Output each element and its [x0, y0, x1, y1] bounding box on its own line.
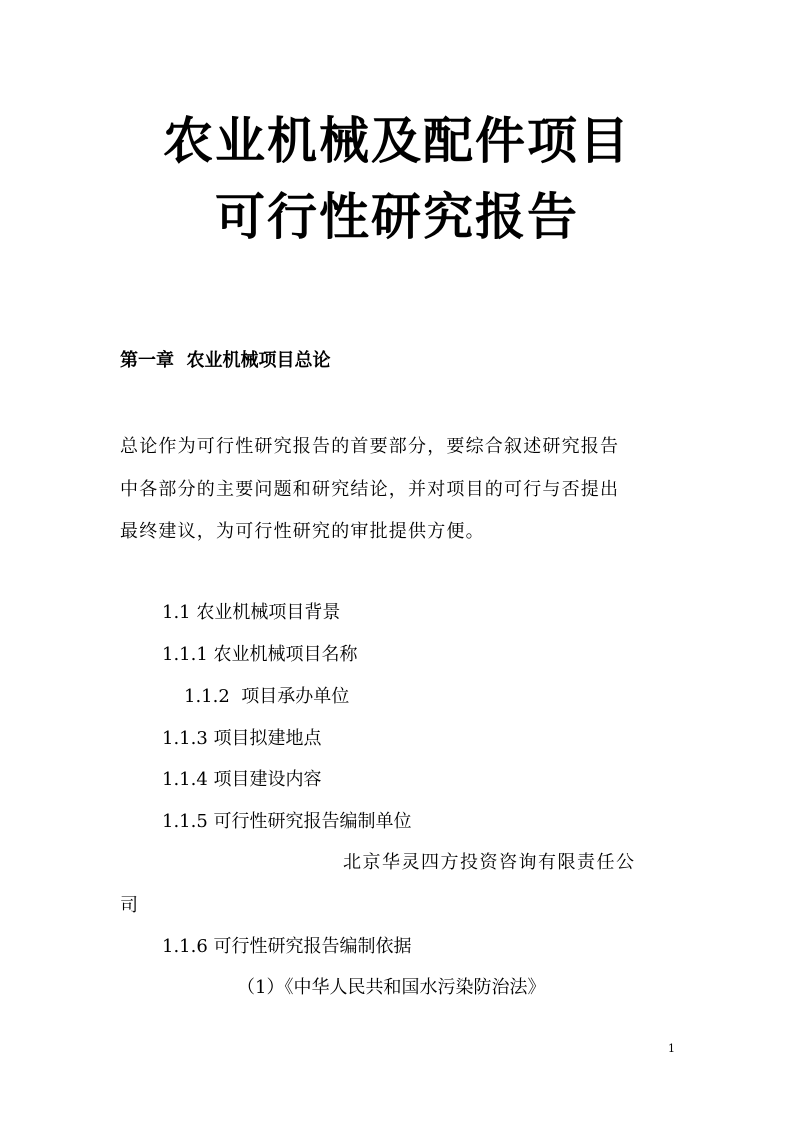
intro-paragraph-line-2: 中各部分的主要问题和研究结论，并对项目的可行与否提出 [120, 479, 620, 500]
basis-item-1: （1）《中华人民共和国水污染防治法》 [237, 977, 546, 998]
compiler-organization-line-2: 司 [120, 895, 138, 916]
section-heading-1-1-2: 1.1.2 项目承办单位 [184, 686, 350, 707]
section-heading-1-1-5: 1.1.5 可行性研究报告编制单位 [162, 811, 412, 832]
document-title-line-1: 农业机械及配件项目 [163, 112, 631, 170]
intro-paragraph-line-3: 最终建议，为可行性研究的审批提供方便。 [120, 521, 485, 542]
section-heading-1-1-3: 1.1.3 项目拟建地点 [162, 728, 322, 749]
document-title-line-2: 可行性研究报告 [215, 188, 579, 246]
chapter-heading: 第一章 农业机械项目总论 [120, 350, 331, 371]
compiler-organization-line-1: 北京华灵四方投资咨询有限责任公 [343, 852, 636, 873]
section-heading-1-1-4: 1.1.4 项目建设内容 [162, 769, 322, 790]
page-number: 1 [668, 1042, 675, 1055]
section-heading-1-1: 1.1 农业机械项目背景 [162, 602, 341, 623]
intro-paragraph-line-1: 总论作为可行性研究报告的首要部分，要综合叙述研究报告 [120, 436, 620, 457]
section-heading-1-1-1: 1.1.1 农业机械项目名称 [162, 644, 358, 665]
section-heading-1-1-6: 1.1.6 可行性研究报告编制依据 [162, 936, 412, 957]
